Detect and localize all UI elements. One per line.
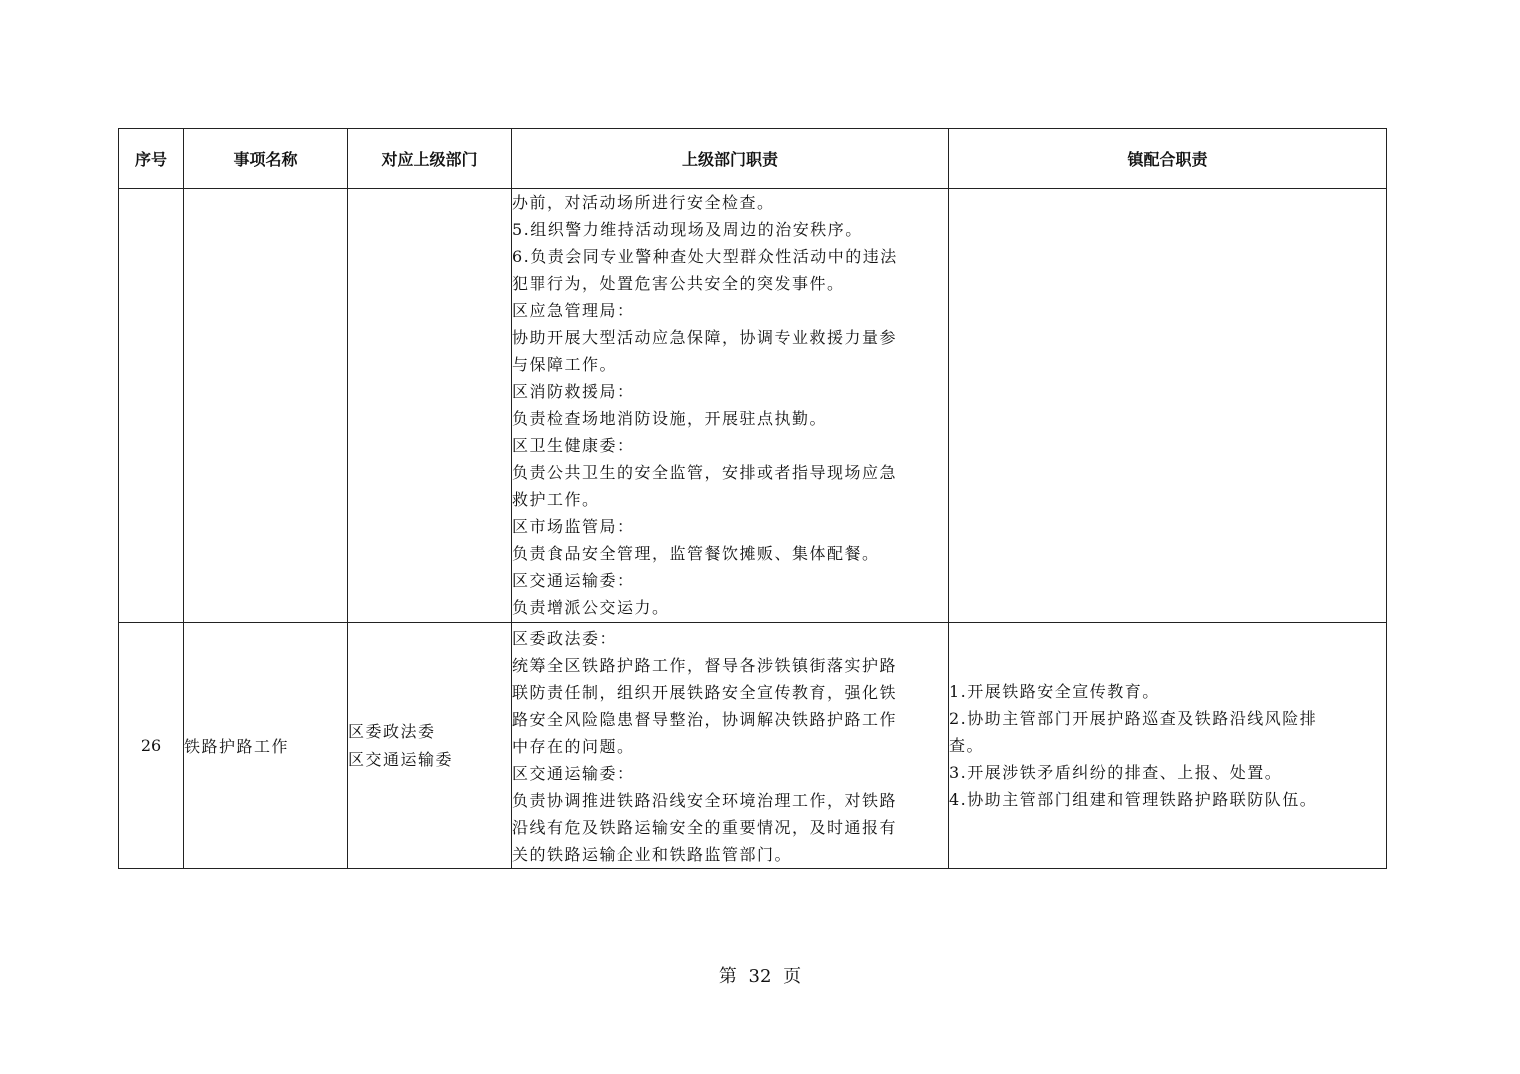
duty-table: [118, 128, 1387, 869]
page-number: 第 32 页: [718, 966, 802, 987]
table-row-26: [119, 623, 1387, 869]
text-line: 路安全风险隐患督导整治，协调解决铁路护路工作: [512, 710, 898, 729]
header-town-duty: 镇配合职责: [949, 129, 1387, 189]
cell-dept-empty: [348, 189, 512, 623]
text-line: 犯罪行为，处置危害公共安全的突发事件。: [512, 274, 845, 293]
text-line: 沿线有危及铁路运输安全的重要情况，及时通报有: [512, 818, 898, 837]
text-line: 关的铁路运输企业和铁路监管部门。: [512, 845, 793, 864]
text-line: 6.负责会同专业警种查处大型群众性活动中的违法: [512, 247, 898, 266]
cell-dept: [348, 623, 512, 869]
header-upper-duty: 上级部门职责: [512, 129, 949, 189]
text-line: 区市场监管局：: [512, 517, 635, 536]
text-line: 救护工作。: [512, 490, 600, 509]
text-line: 4.协助主管部门组建和管理铁路护路联防队伍。: [949, 790, 1318, 809]
text-line: 负责增派公交运力。: [512, 598, 670, 617]
cell-no-empty: [119, 189, 184, 623]
cell-town-duty: [949, 623, 1387, 869]
text-line: 负责协调推进铁路沿线安全环境治理工作，对铁路: [512, 791, 898, 810]
header-no: 序号: [119, 129, 184, 189]
text-line: 协助开展大型活动应急保障，协调专业救援力量参: [512, 328, 898, 347]
text-line: 联防责任制，组织开展铁路安全宣传教育，强化铁: [512, 683, 898, 702]
cell-upper-duty: [512, 189, 949, 623]
header-dept: 对应上级部门: [348, 129, 512, 189]
text-line: 负责食品安全管理，监管餐饮摊贩、集体配餐。: [512, 544, 880, 563]
text-line: 办前，对活动场所进行安全检查。: [512, 193, 775, 212]
header-item: 事项名称: [184, 129, 348, 189]
text-line: 区交通运输委：: [512, 571, 635, 590]
text-line: 统筹全区铁路护路工作，督导各涉铁镇街落实护路: [512, 656, 898, 675]
text-line: 3.开展涉铁矛盾纠纷的排查、上报、处置。: [949, 763, 1283, 782]
text-line: 区卫生健康委：: [512, 436, 635, 455]
header-row: [119, 129, 1387, 189]
text-line: 5.组织警力维持活动现场及周边的治安秩序。: [512, 220, 863, 239]
text-line: 区委政法委：: [512, 629, 618, 648]
table-row-continued: [119, 189, 1387, 623]
text-line: 区应急管理局：: [512, 301, 635, 320]
cell-item-empty: [184, 189, 348, 623]
text-line: 中存在的问题。: [512, 737, 635, 756]
cell-item-name: 铁路护路工作: [184, 623, 348, 869]
text-line: 与保障工作。: [512, 355, 618, 374]
cell-upper-duty: [512, 623, 949, 869]
text-line: 负责检查场地消防设施，开展驻点执勤。: [512, 409, 828, 428]
text-line: 1.开展铁路安全宣传教育。: [949, 682, 1160, 701]
cell-no: 26: [119, 623, 184, 869]
text-line: 区消防救援局：: [512, 382, 635, 401]
text-line: 2.协助主管部门开展护路巡查及铁路沿线风险排: [949, 709, 1318, 728]
text-line: 区交通运输委：: [512, 764, 635, 783]
cell-town-duty-empty: [949, 189, 1387, 623]
text-line: 查。: [949, 736, 985, 755]
dept-line: 区交通运输委: [348, 749, 454, 769]
text-line: 负责公共卫生的安全监管，安排或者指导现场应急: [512, 463, 898, 482]
dept-line: 区委政法委: [348, 721, 436, 741]
